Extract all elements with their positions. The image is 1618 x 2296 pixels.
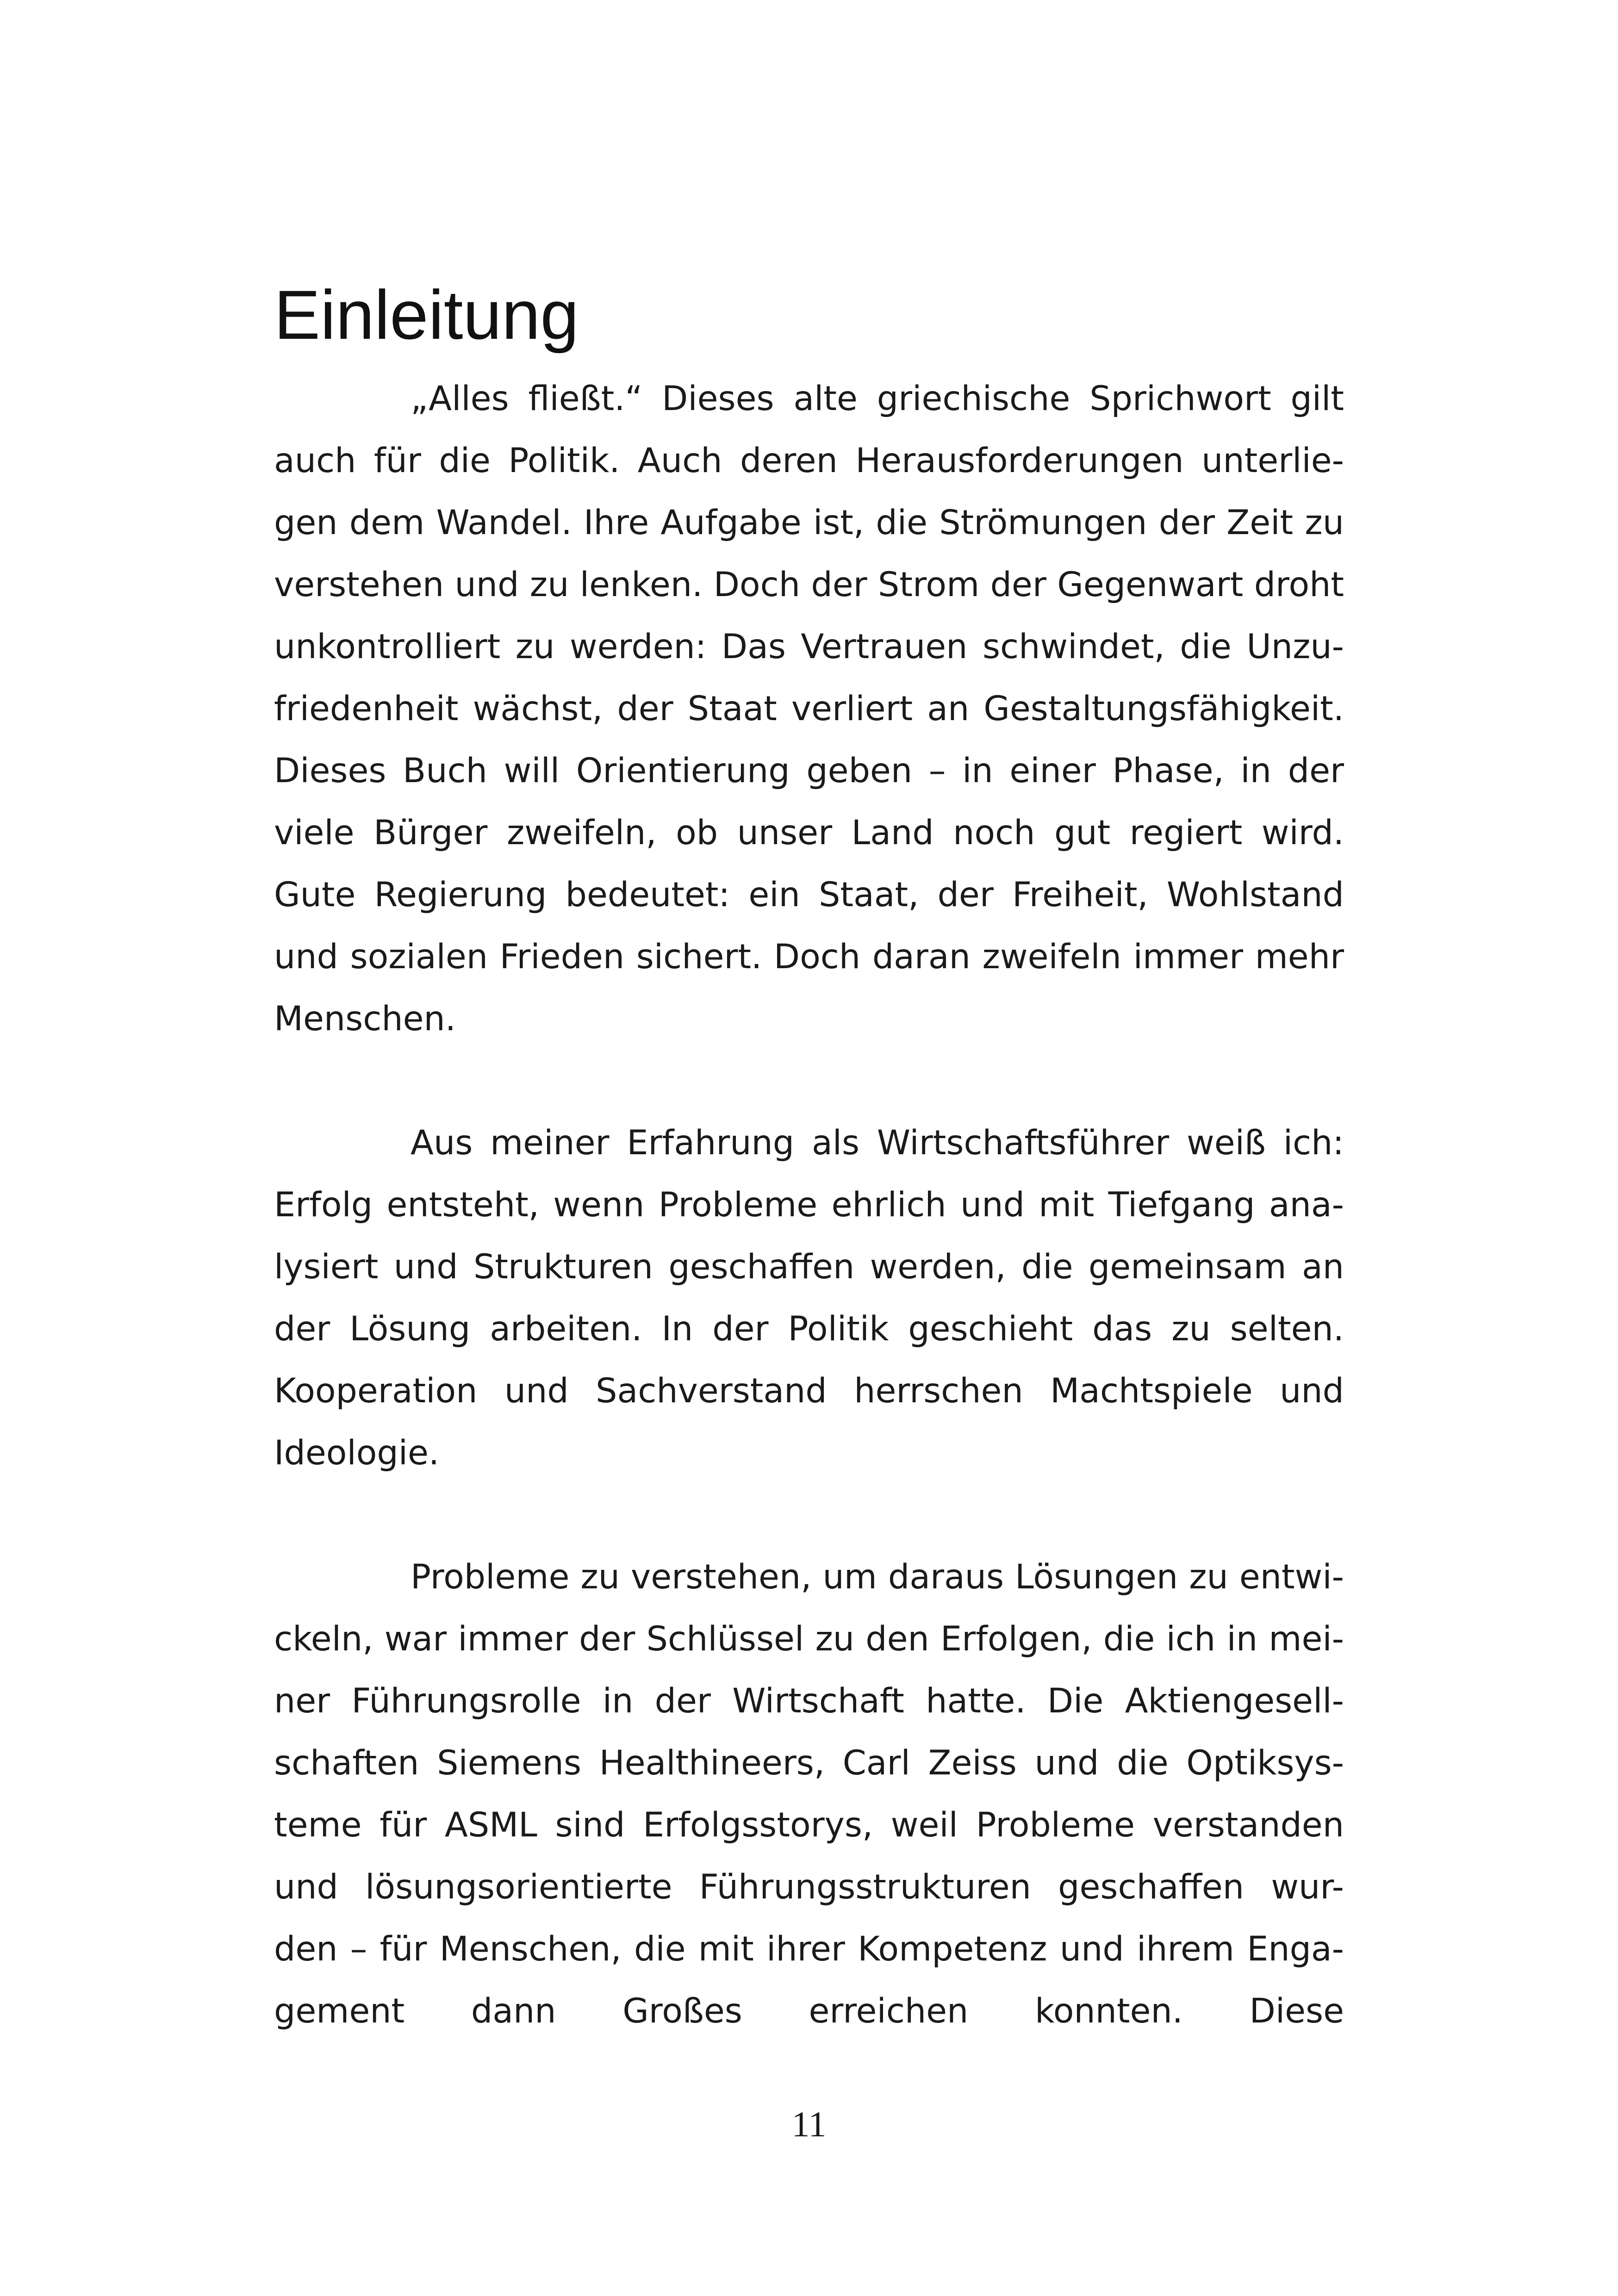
text-line: Kooperation und Sachverstand herrschen Machtspiele und <box>274 1371 1344 1411</box>
paragraph-gap <box>274 1484 1344 1546</box>
text-line: unkontrolliert zu werden: Das Vertrauen schwindet, die Unzu- <box>274 627 1344 666</box>
paragraph-gap <box>274 1050 1344 1112</box>
text-line: Gute Regierung bedeutet: ein Staat, der Freiheit, Wohlstand <box>274 875 1344 915</box>
text-line: Aus meiner Erfahrung als Wirtschaftsführer weiß ich: <box>411 1123 1344 1163</box>
text-line: Erfolg entsteht, wenn Probleme ehrlich und mit Tiefgang ana- <box>274 1185 1344 1225</box>
text-line: auch für die Politik. Auch deren Herausforderungen unterlie- <box>274 441 1344 480</box>
text-line: „Alles fließt.“ Dieses alte griechische Sprichwort gilt <box>411 379 1344 418</box>
text-line: viele Bürger zweifeln, ob unser Land noch gut regiert wird. <box>274 813 1344 852</box>
text-line: den – für Menschen, die mit ihrer Kompetenz und ihrem Enga- <box>274 1929 1344 1969</box>
text-line: verstehen und zu lenken. Doch der Strom der Gegenwart droht <box>274 565 1344 604</box>
text-line: teme für ASML sind Erfolgsstorys, weil Probleme verstanden <box>274 1805 1344 1845</box>
text-line: der Lösung arbeiten. In der Politik geschieht das zu selten. <box>274 1309 1344 1349</box>
text-line: Probleme zu verstehen, um daraus Lösungen zu entwi- <box>411 1557 1344 1597</box>
text-line: Ideologie. <box>274 1433 440 1473</box>
chapter-heading: Einleitung <box>274 276 579 354</box>
text-line: Dieses Buch will Orientierung geben – in einer Phase, in der <box>274 751 1344 790</box>
page-number: 11 <box>791 2104 827 2144</box>
text-line: schaften Siemens Healthineers, Carl Zeiss und die Optiksys- <box>274 1743 1344 1783</box>
body-text <box>274 368 1344 2042</box>
text-line: und lösungsorientierte Führungsstrukturen geschaffen wur- <box>274 1867 1344 1907</box>
text-line: friedenheit wächst, der Staat verliert an Gestaltungsfähigkeit. <box>274 689 1344 728</box>
text-line: ner Führungsrolle in der Wirtschaft hatte. Die Aktiengesell- <box>274 1681 1344 1721</box>
text-line: Menschen. <box>274 999 456 1039</box>
text-line: gement dann Großes erreichen konnten. Diese <box>274 1991 1344 2031</box>
text-line: lysiert und Strukturen geschaffen werden, die gemeinsam an <box>274 1247 1344 1287</box>
text-line: ckeln, war immer der Schlüssel zu den Erfolgen, die ich in mei- <box>274 1619 1344 1659</box>
text-line: gen dem Wandel. Ihre Aufgabe ist, die Strömungen der Zeit zu <box>274 503 1344 542</box>
text-line: und sozialen Frieden sichert. Doch daran zweifeln immer mehr <box>274 937 1344 977</box>
